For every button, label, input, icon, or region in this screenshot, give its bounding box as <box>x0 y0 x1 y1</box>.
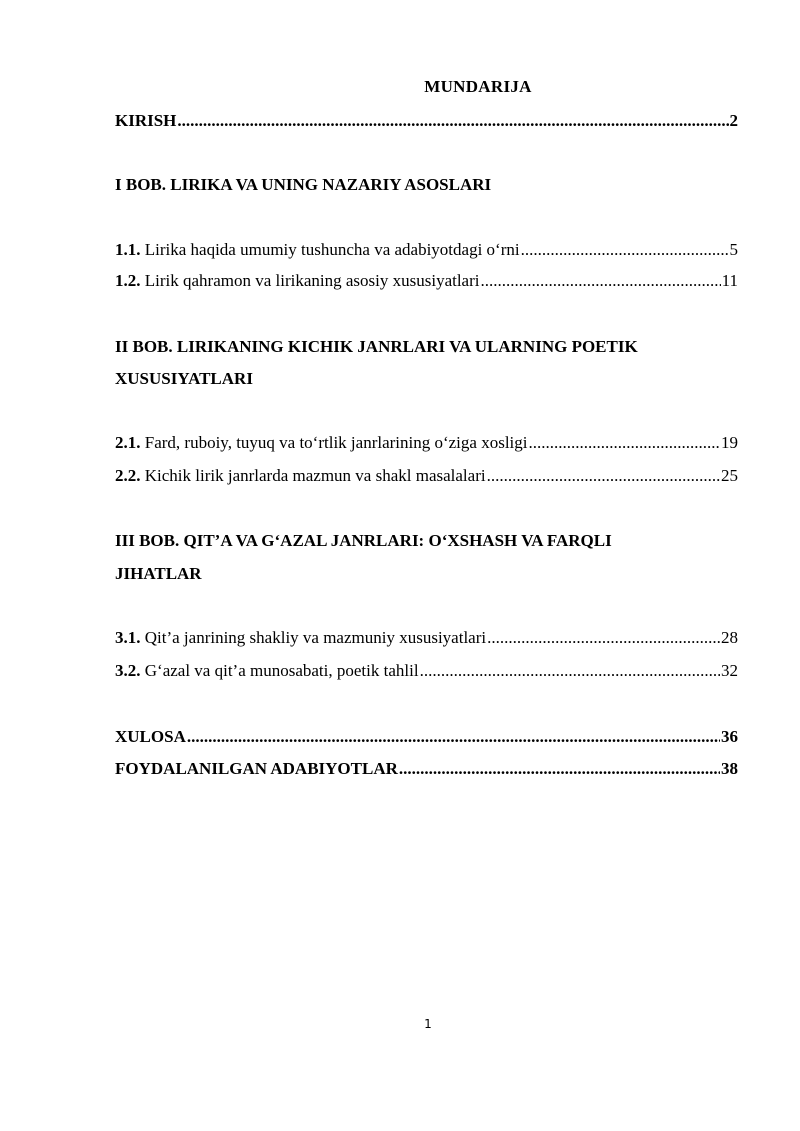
toc-entry-label <box>115 270 480 292</box>
dot-leader <box>187 726 720 748</box>
toc-entry-label <box>115 465 486 487</box>
toc-entry-page: 28 <box>721 628 738 647</box>
toc-entry-text: Lirik qahramon va lirikaning asosiy xususiyatlari <box>140 271 480 290</box>
dot-leader <box>521 239 729 261</box>
toc-entry-page: 19 <box>721 433 738 452</box>
toc-title: MUNDARIJA <box>424 77 532 96</box>
toc-entry-intro[interactable] <box>115 110 738 132</box>
toc-entry-label <box>115 660 419 682</box>
toc-entry-page: 38 <box>721 759 738 778</box>
toc-entry-number: 2.2. <box>115 466 141 485</box>
chapter-2-heading-line-2: XUSUSIYATLARI <box>115 369 253 388</box>
dot-leader <box>529 432 721 454</box>
dot-leader <box>487 465 720 487</box>
toc-entry-page: 2 <box>729 111 738 130</box>
chapter-1-heading: I BOB. LIRIKA VA UNING NAZARIY ASOSLARI <box>115 175 492 194</box>
toc-entry-label <box>115 432 528 454</box>
toc-entry-label: KIRISH <box>115 111 177 130</box>
toc-entry-number: 1.2. <box>115 271 141 290</box>
toc-entry-2-1[interactable] <box>115 432 738 454</box>
toc-entry-label: FOYDALANILGAN ADABIYOTLAR <box>115 759 398 778</box>
toc-entry-page: 25 <box>721 466 738 485</box>
toc-entry-label: XULOSA <box>115 727 186 746</box>
toc-entry-1-2[interactable] <box>115 270 738 292</box>
chapter-3-heading-line-1: III BOB. QIT’A VA G‘AZAL JANRLARI: O‘XSHASH VA FARQLI <box>115 531 612 550</box>
dot-leader <box>177 110 728 132</box>
toc-entry-3-2[interactable] <box>115 660 738 682</box>
toc-entry-3-1[interactable] <box>115 627 738 649</box>
toc-entry-number: 3.2. <box>115 661 141 680</box>
toc-entry-page: 11 <box>721 271 738 290</box>
toc-entry-label <box>115 627 486 649</box>
toc-entry-2-2[interactable] <box>115 465 738 487</box>
page-number: 1 <box>424 1017 432 1031</box>
toc-entry-page: 5 <box>729 240 738 259</box>
dot-leader <box>487 627 720 649</box>
toc-entry-text: G‘azal va qit’a munosabati, poetik tahlil <box>140 661 419 680</box>
toc-entry-references[interactable] <box>115 758 738 780</box>
toc-entry-number: 2.1. <box>115 433 141 452</box>
toc-entry-1-1[interactable] <box>115 239 738 261</box>
toc-entry-text: Qit’a janrining shakliy va mazmuniy xususiyatlari <box>140 628 487 647</box>
toc-entry-page: 32 <box>721 661 738 680</box>
dot-leader <box>481 270 721 292</box>
toc-entry-page: 36 <box>721 727 738 746</box>
chapter-3-heading-line-2: JIHATLAR <box>115 564 202 583</box>
toc-entry-text: Fard, ruboiy, tuyuq va to‘rtlik janrlarining o‘ziga xosligi <box>140 433 528 452</box>
dot-leader <box>399 758 720 780</box>
toc-entry-label <box>115 239 520 261</box>
dot-leader <box>420 660 720 682</box>
toc-entry-text: Lirika haqida umumiy tushuncha va adabiyotdagi o‘rni <box>140 240 520 259</box>
toc-entry-text: Kichik lirik janrlarda mazmun va shakl masalalari <box>140 466 486 485</box>
chapter-2-heading-line-1: II BOB. LIRIKANING KICHIK JANRLARI VA ULARNING POETIK <box>115 337 638 356</box>
toc-entry-number: 3.1. <box>115 628 141 647</box>
toc-entry-conclusion[interactable] <box>115 726 738 748</box>
toc-entry-number: 1.1. <box>115 240 141 259</box>
